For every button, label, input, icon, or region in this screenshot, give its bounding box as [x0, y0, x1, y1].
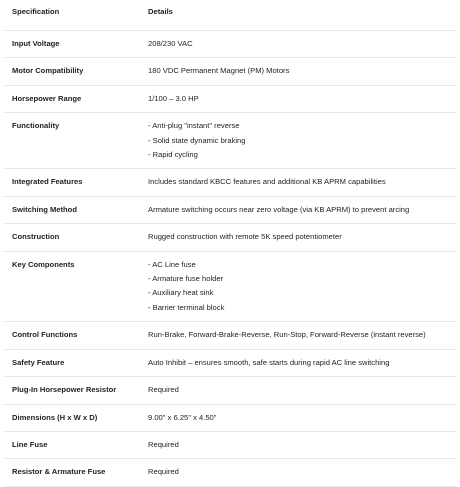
spec-name-cell: Dimensions (H x W x D) — [4, 404, 140, 431]
spec-name-cell: Construction — [4, 224, 140, 251]
table-body — [4, 31, 456, 487]
table-row — [4, 459, 456, 486]
table-row — [4, 431, 456, 458]
details-list — [148, 119, 456, 162]
specification-table — [4, 0, 456, 487]
spec-name-cell: Line Fuse — [4, 431, 140, 458]
spec-name-cell: Safety Feature — [4, 349, 140, 376]
details-list-item: - Armature fuse holder — [148, 274, 224, 284]
spec-details-cell: 180 VDC Permanent Magnet (PM) Motors — [140, 58, 456, 85]
spec-details-cell: 9.00" x 6.25" x 4.50" — [140, 404, 456, 431]
table-header — [4, 0, 456, 31]
spec-details-cell: 208/230 VAC — [140, 31, 456, 58]
spec-details-cell: Includes standard KBCC features and additional KB APRM capabilities — [140, 169, 456, 196]
spec-details-cell: Armature switching occurs near zero voltage (via KB APRM) to prevent arcing — [140, 196, 456, 223]
spec-name-cell: Integrated Features — [4, 169, 140, 196]
details-list-item: - AC Line fuse — [148, 259, 196, 269]
spec-details-cell — [140, 113, 456, 169]
table-row — [4, 377, 456, 404]
header-details: Details — [140, 0, 456, 31]
spec-name-cell: Key Components — [4, 251, 140, 322]
table-row — [4, 349, 456, 376]
table-row — [4, 224, 456, 251]
details-list — [148, 258, 456, 316]
details-list-item: - Anti-plug "instant" reverse — [148, 121, 240, 131]
table-row — [4, 169, 456, 196]
spec-name-cell: Control Functions — [4, 322, 140, 349]
spec-name-cell: Plug-In Horsepower Resistor — [4, 377, 140, 404]
header-row — [4, 0, 456, 31]
table-row — [4, 322, 456, 349]
table-row — [4, 196, 456, 223]
header-specification: Specification — [4, 0, 140, 31]
spec-name-cell: Switching Method — [4, 196, 140, 223]
details-list-item: - Rapid cycling — [148, 150, 198, 160]
table-row — [4, 251, 456, 322]
spec-name-cell: Input Voltage — [4, 31, 140, 58]
details-list-item: - Auxiliary heat sink — [148, 288, 214, 298]
spec-name-cell: Motor Compatibility — [4, 58, 140, 85]
spec-name-cell: Resistor & Armature Fuse — [4, 459, 140, 486]
spec-details-cell: Required — [140, 431, 456, 458]
spec-details-cell: Rugged construction with remote 5K speed potentiometer — [140, 224, 456, 251]
spec-details-cell: Run-Brake, Forward-Brake-Reverse, Run-Stop, Forward-Reverse (instant reverse) — [140, 322, 456, 349]
table-row — [4, 31, 456, 58]
table-row — [4, 404, 456, 431]
spec-name-cell: Functionality — [4, 113, 140, 169]
spec-details-cell: Required — [140, 459, 456, 486]
spec-details-cell: Auto Inhibit – ensures smooth, safe starts during rapid AC line switching — [140, 349, 456, 376]
details-list-item: - Solid state dynamic braking — [148, 135, 246, 145]
details-list-item: - Barrier terminal block — [148, 302, 225, 312]
spec-details-cell: Required — [140, 377, 456, 404]
table-row — [4, 58, 456, 85]
spec-details-cell: 1/100 – 3.0 HP — [140, 85, 456, 112]
table-row — [4, 85, 456, 112]
spec-name-cell: Horsepower Range — [4, 85, 140, 112]
spec-details-cell — [140, 251, 456, 322]
table-row — [4, 113, 456, 169]
